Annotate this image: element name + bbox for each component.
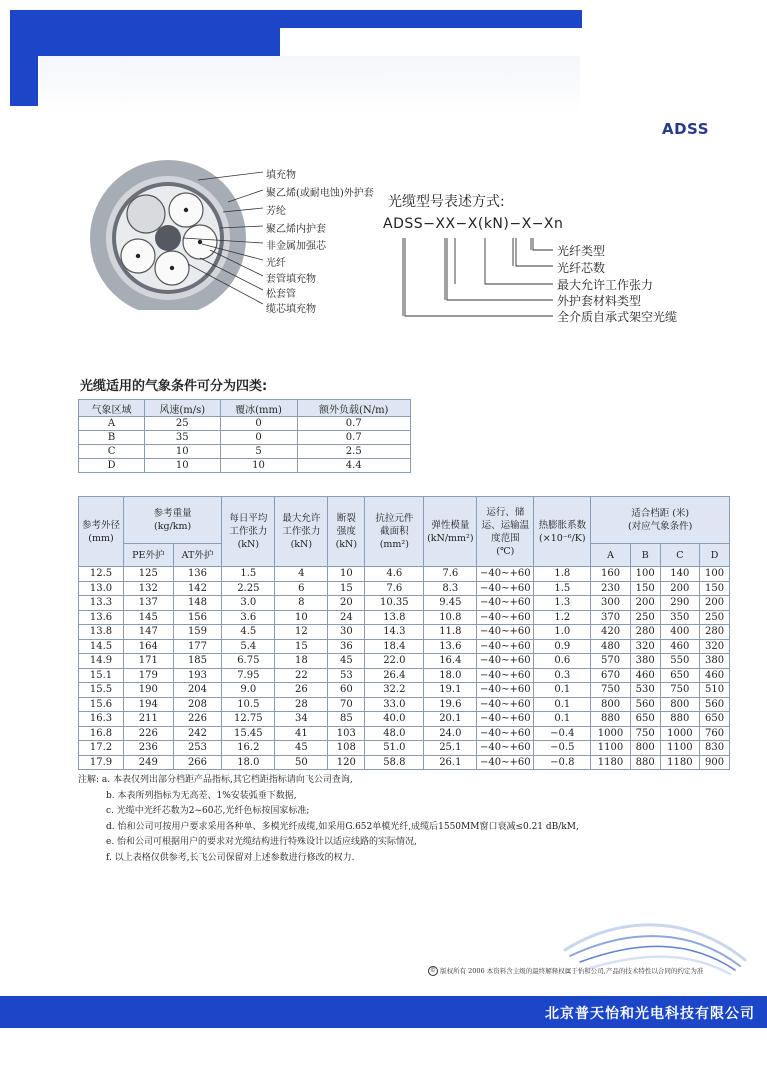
- weather-cell: 10: [145, 459, 220, 473]
- spec-cell: 460: [700, 668, 730, 683]
- spec-cell: −40∼+60: [477, 654, 534, 669]
- spec-cell: 10: [275, 610, 328, 625]
- spec-cell: 179: [124, 668, 174, 683]
- spec-cell: 530: [630, 683, 660, 698]
- spec-cell: 22.0: [365, 654, 424, 669]
- spec-cell: 18.4: [365, 639, 424, 654]
- spec-cell: 0.9: [534, 639, 591, 654]
- spec-cell: 380: [700, 654, 730, 669]
- weather-cell: 2.5: [297, 445, 411, 459]
- product-code: ADSS: [662, 120, 709, 138]
- cable-label-filler: 填充物: [266, 170, 296, 181]
- spec-cell: 900: [700, 755, 730, 770]
- header-bar-left: [10, 56, 38, 106]
- spec-row: [79, 610, 730, 625]
- spec-cell: 13.8: [365, 610, 424, 625]
- spec-cell: 26.4: [365, 668, 424, 683]
- spec-cell: 2.25: [222, 581, 275, 596]
- spec-cell: 830: [700, 741, 730, 756]
- spec-cell: 45: [328, 654, 365, 669]
- weather-cell: 35: [145, 431, 220, 445]
- spec-cell: 160: [591, 567, 630, 582]
- model-code: ADSS−XX−X(kN)−X−Xn: [383, 216, 564, 232]
- spec-cell: 9.0: [222, 683, 275, 698]
- spec-cell: 24.0: [424, 726, 477, 741]
- weather-header-row: [79, 400, 411, 417]
- spec-cell: 242: [173, 726, 222, 741]
- spec-cell: 650: [700, 712, 730, 727]
- weather-cell: 0: [220, 431, 297, 445]
- spec-cell: 103: [328, 726, 365, 741]
- spec-cell: −40∼+60: [477, 683, 534, 698]
- spec-cell: 650: [630, 712, 660, 727]
- spec-row: [79, 726, 730, 741]
- spec-cell: 560: [700, 697, 730, 712]
- weather-cell: 0: [220, 417, 297, 431]
- spec-row: [79, 668, 730, 683]
- spec-cell: 750: [630, 726, 660, 741]
- spec-cell: 204: [173, 683, 222, 698]
- spec-cell: 320: [630, 639, 660, 654]
- spec-cell: 148: [173, 596, 222, 611]
- header-tensile-area: 抗拉元件 截面积 (mm²): [365, 497, 424, 567]
- weather-row: [79, 459, 411, 473]
- weather-row: [79, 445, 411, 459]
- spec-cell: −40∼+60: [477, 712, 534, 727]
- spec-cell: 145: [124, 610, 174, 625]
- spec-cell: −40∼+60: [477, 639, 534, 654]
- weather-cell: C: [79, 445, 145, 459]
- weather-header: 风速(m/s): [145, 400, 220, 417]
- spec-cell: 17.9: [79, 755, 124, 770]
- spec-cell: 45: [275, 741, 328, 756]
- spec-cell: 7.95: [222, 668, 275, 683]
- spec-cell: 760: [700, 726, 730, 741]
- spec-cell: 800: [591, 697, 630, 712]
- spec-cell: 670: [591, 668, 630, 683]
- spec-cell: 10.35: [365, 596, 424, 611]
- spec-cell: 147: [124, 625, 174, 640]
- spec-cell: 4.5: [222, 625, 275, 640]
- spec-cell: 33.0: [365, 697, 424, 712]
- spec-cell: 250: [630, 610, 660, 625]
- model-part-max-tension: 最大允许工作张力: [557, 278, 654, 292]
- spec-cell: 100: [700, 567, 730, 582]
- header-span-c: C: [660, 544, 699, 567]
- spec-cell: 460: [630, 668, 660, 683]
- spec-cell: 70: [328, 697, 365, 712]
- spec-cell: 750: [591, 683, 630, 698]
- spec-cell: 200: [700, 596, 730, 611]
- spec-row: [79, 581, 730, 596]
- spec-row: [79, 712, 730, 727]
- cable-label-loose-tube: 松套管: [266, 289, 296, 300]
- spec-cell: 13.6: [424, 639, 477, 654]
- spec-cell: −40∼+60: [477, 726, 534, 741]
- spec-cell: 1.8: [534, 567, 591, 582]
- header-weight: 参考重量 (kg/km): [124, 497, 222, 544]
- spec-cell: 1000: [591, 726, 630, 741]
- spec-cell: −40∼+60: [477, 741, 534, 756]
- spec-cell: 800: [630, 741, 660, 756]
- spec-cell: 1.2: [534, 610, 591, 625]
- spec-cell: 249: [124, 755, 174, 770]
- spec-cell: 5.4: [222, 639, 275, 654]
- model-part-cable-type: 全介质自承式架空光缆: [557, 310, 678, 324]
- spec-cell: 19.1: [424, 683, 477, 698]
- header-max-tension: 最大允许 工作张力 (kN): [275, 497, 328, 567]
- spec-cell: 15.5: [79, 683, 124, 698]
- spec-cell: 300: [591, 596, 630, 611]
- spec-cell: 136: [173, 567, 222, 582]
- weather-cell: 10: [220, 459, 297, 473]
- spec-cell: 3.6: [222, 610, 275, 625]
- spec-cell: 19.6: [424, 697, 477, 712]
- spec-cell: 236: [124, 741, 174, 756]
- spec-cell: 226: [173, 712, 222, 727]
- spec-cell: 9.45: [424, 596, 477, 611]
- spec-cell: 15.45: [222, 726, 275, 741]
- spec-row: [79, 596, 730, 611]
- note-a: 注解: a. 本表仅列出部分档距产品指标,其它档距指标请向飞公司查询,: [78, 775, 353, 785]
- spec-cell: 41: [275, 726, 328, 741]
- spec-cell: 1100: [660, 741, 699, 756]
- spec-cell: 28: [275, 697, 328, 712]
- spec-cell: 420: [591, 625, 630, 640]
- spec-cell: 18: [275, 654, 328, 669]
- spec-cell: 125: [124, 567, 174, 582]
- spec-cell: 0.1: [534, 697, 591, 712]
- header-span: 适合档距 (米) (对应气象条件): [591, 497, 730, 544]
- cable-label-core-filler: 缆芯填充物: [266, 304, 316, 315]
- spec-cell: 26.1: [424, 755, 477, 770]
- spec-cell: 58.8: [365, 755, 424, 770]
- copyright-text: 版权所有 2006 本资料含主级的最终解释权属于怡和公司,产品的技术特性以合同的约定为准: [440, 967, 704, 975]
- header-outer-diameter: 参考外径 (mm): [79, 497, 124, 567]
- spec-cell: 11.8: [424, 625, 477, 640]
- spec-cell: 18.0: [222, 755, 275, 770]
- spec-cell: 0.1: [534, 712, 591, 727]
- spec-cell: 560: [630, 697, 660, 712]
- spec-cell: 1180: [660, 755, 699, 770]
- spec-cell: 14.3: [365, 625, 424, 640]
- spec-cell: 350: [660, 610, 699, 625]
- spec-cell: 208: [173, 697, 222, 712]
- spec-cell: 18.0: [424, 668, 477, 683]
- model-part-sheath-type: 外护套材料类型: [557, 294, 642, 308]
- strength-member: [155, 225, 181, 251]
- spec-row: [79, 755, 730, 770]
- spec-cell: 1.0: [534, 625, 591, 640]
- spec-row: [79, 741, 730, 756]
- weather-header: 额外负载(N/m): [297, 400, 411, 417]
- spec-cell: 280: [700, 625, 730, 640]
- company-name: 北京普天怡和光电科技有限公司: [545, 1006, 755, 1022]
- spec-cell: 14.9: [79, 654, 124, 669]
- spec-cell: 14.5: [79, 639, 124, 654]
- spec-cell: −40∼+60: [477, 668, 534, 683]
- copyright-icon: ©: [430, 967, 436, 974]
- header-modulus: 弹性模量 (kN/mm²): [424, 497, 477, 567]
- spec-cell: 40.0: [365, 712, 424, 727]
- header-span-d: D: [700, 544, 730, 567]
- model-description-title: 光缆型号表述方式:: [388, 194, 505, 210]
- cable-label-fiber: 光纤: [266, 258, 286, 269]
- spec-cell: 550: [660, 654, 699, 669]
- spec-cell: 15.1: [79, 668, 124, 683]
- spec-cell: 650: [660, 668, 699, 683]
- weather-cell: 5: [220, 445, 297, 459]
- spec-cell: 34: [275, 712, 328, 727]
- spec-cell: 10.8: [424, 610, 477, 625]
- weather-header: 气象区域: [79, 400, 145, 417]
- spec-cell: −40∼+60: [477, 596, 534, 611]
- spec-cell: 15: [328, 581, 365, 596]
- spec-cell: −40∼+60: [477, 610, 534, 625]
- spec-cell: 159: [173, 625, 222, 640]
- spec-cell: −0.5: [534, 741, 591, 756]
- spec-row: [79, 654, 730, 669]
- weather-cell: 10: [145, 445, 220, 459]
- spec-cell: 380: [630, 654, 660, 669]
- spec-cell: 200: [630, 596, 660, 611]
- spec-cell: 7.6: [424, 567, 477, 582]
- spec-cell: 880: [660, 712, 699, 727]
- header-at: AT外护: [173, 544, 222, 567]
- spec-cell: 85: [328, 712, 365, 727]
- spec-cell: 150: [630, 581, 660, 596]
- spec-cell: −40∼+60: [477, 625, 534, 640]
- header-pe: PE外护: [124, 544, 174, 567]
- spec-cell: 1180: [591, 755, 630, 770]
- note-d: d. 怡和公司可按用户要求采用各种单、多模光纤成缆,如采用G.652单模光纤,成缆后1550MM窗口衰减≤0.21 dB/kM,: [106, 821, 579, 832]
- spec-cell: 53: [328, 668, 365, 683]
- spec-cell: 7.6: [365, 581, 424, 596]
- weather-row: [79, 431, 411, 445]
- spec-cell: 190: [124, 683, 174, 698]
- spec-cell: 15.6: [79, 697, 124, 712]
- spec-cell: −40∼+60: [477, 567, 534, 582]
- spec-cell: 16.3: [79, 712, 124, 727]
- spec-cell: 6: [275, 581, 328, 596]
- spec-cell: 280: [630, 625, 660, 640]
- spec-cell: 17.2: [79, 741, 124, 756]
- cable-label-tube-filler: 套管填充物: [266, 274, 316, 285]
- spec-cell: −0.8: [534, 755, 591, 770]
- spec-cell: 510: [700, 683, 730, 698]
- spec-cell: 3.0: [222, 596, 275, 611]
- spec-cell: 25.1: [424, 741, 477, 756]
- spec-cell: 1.5: [222, 567, 275, 582]
- weather-cell: 0.7: [297, 431, 411, 445]
- spec-cell: 171: [124, 654, 174, 669]
- cable-label-aramid: 芳纶: [266, 206, 286, 217]
- weather-section-title: 光缆适用的气象条件可分为四类:: [80, 379, 268, 394]
- weather-cell: D: [79, 459, 145, 473]
- spec-cell: 6.75: [222, 654, 275, 669]
- spec-cell: 226: [124, 726, 174, 741]
- spec-cell: 36: [328, 639, 365, 654]
- spec-row: [79, 567, 730, 582]
- note-f: f. 以上表格仅供参考,长飞公司保留对上述参数进行修改的权力.: [106, 852, 355, 863]
- spec-cell: −40∼+60: [477, 755, 534, 770]
- header-span-a: A: [591, 544, 630, 567]
- spec-cell: 0.3: [534, 668, 591, 683]
- spec-cell: 13.8: [79, 625, 124, 640]
- spec-row: [79, 625, 730, 640]
- model-code-brackets: [395, 236, 565, 320]
- spec-cell: 230: [591, 581, 630, 596]
- spec-cell: 22: [275, 668, 328, 683]
- spec-cell: 16.8: [79, 726, 124, 741]
- cable-label-outer-sheath: 聚乙烯(或耐电蚀)外护套: [266, 188, 374, 199]
- spec-cell: 120: [328, 755, 365, 770]
- weather-header: 覆冰(mm): [220, 400, 297, 417]
- spec-cell: −40∼+60: [477, 581, 534, 596]
- spec-cell: 1.3: [534, 596, 591, 611]
- spec-cell: 10.5: [222, 697, 275, 712]
- spec-cell: 48.0: [365, 726, 424, 741]
- spec-cell: 12.75: [222, 712, 275, 727]
- spec-row: [79, 697, 730, 712]
- spec-cell: 142: [173, 581, 222, 596]
- note-b: b. 本表所列指标为无高差、1%安装弧垂下数据,: [106, 790, 297, 801]
- spec-cell: 880: [630, 755, 660, 770]
- cable-label-strength-member: 非金属加强芯: [266, 241, 326, 252]
- spec-cell: 150: [700, 581, 730, 596]
- spec-cell: 15: [275, 639, 328, 654]
- spec-cell: 211: [124, 712, 174, 727]
- spec-cell: 1100: [591, 741, 630, 756]
- spec-cell: 370: [591, 610, 630, 625]
- spec-cell: 12: [275, 625, 328, 640]
- spec-cell: 20: [328, 596, 365, 611]
- spec-cell: 132: [124, 581, 174, 596]
- spec-cell: 800: [660, 697, 699, 712]
- spec-cell: 26: [275, 683, 328, 698]
- spec-cell: 50: [275, 755, 328, 770]
- spec-cell: 13.6: [79, 610, 124, 625]
- weather-cell: A: [79, 417, 145, 431]
- spec-cell: 20.1: [424, 712, 477, 727]
- spec-cell: 100: [630, 567, 660, 582]
- spec-cell: 0.1: [534, 683, 591, 698]
- spec-row: [79, 639, 730, 654]
- weather-cell: 25: [145, 417, 220, 431]
- spec-cell: 51.0: [365, 741, 424, 756]
- spec-cell: 0.6: [534, 654, 591, 669]
- header-temp-range: 运行、储 运、运输温 度范围 (℃): [477, 497, 534, 567]
- spec-cell: 200: [660, 581, 699, 596]
- spec-cell: 250: [700, 610, 730, 625]
- header-bar-top: [10, 10, 582, 28]
- model-part-fiber-type: 光纤类型: [557, 244, 606, 258]
- spec-cell: 4.6: [365, 567, 424, 582]
- spec-table: [78, 496, 730, 770]
- spec-cell: 137: [124, 596, 174, 611]
- note-c: c. 光缆中光纤芯数为2~60芯,光纤色标按国家标准;: [106, 806, 310, 816]
- cable-label-inner-sheath: 聚乙烯内护套: [266, 224, 326, 235]
- spec-cell: −0.4: [534, 726, 591, 741]
- header-haze: [40, 56, 580, 116]
- weather-cell: B: [79, 431, 145, 445]
- spec-cell: 32.2: [365, 683, 424, 698]
- spec-cell: 570: [591, 654, 630, 669]
- spec-cell: −40∼+60: [477, 697, 534, 712]
- header-span-b: B: [630, 544, 660, 567]
- spec-cell: 880: [591, 712, 630, 727]
- weather-cell: 4.4: [297, 459, 411, 473]
- copyright: [428, 966, 703, 976]
- spec-row: [79, 683, 730, 698]
- notes: [78, 773, 579, 866]
- spec-cell: 13.0: [79, 581, 124, 596]
- spec-cell: 750: [660, 683, 699, 698]
- spec-cell: 4: [275, 567, 328, 582]
- spec-cell: 253: [173, 741, 222, 756]
- header-bar-middle: [10, 28, 280, 56]
- spec-cell: 1000: [660, 726, 699, 741]
- header-break-strength: 断裂 强度 (kN): [328, 497, 365, 567]
- spec-cell: 1.5: [534, 581, 591, 596]
- spec-cell: 177: [173, 639, 222, 654]
- spec-cell: 156: [173, 610, 222, 625]
- spec-cell: 16.2: [222, 741, 275, 756]
- model-part-fiber-count: 光纤芯数: [557, 261, 606, 275]
- spec-cell: 193: [173, 668, 222, 683]
- weather-row: [79, 417, 411, 431]
- spec-header-row: [79, 497, 730, 544]
- spec-cell: 480: [591, 639, 630, 654]
- spec-cell: 194: [124, 697, 174, 712]
- spec-cell: 8.3: [424, 581, 477, 596]
- spec-cell: 13.3: [79, 596, 124, 611]
- spec-cell: 30: [328, 625, 365, 640]
- spec-cell: 185: [173, 654, 222, 669]
- spec-cell: 108: [328, 741, 365, 756]
- spec-cell: 60: [328, 683, 365, 698]
- spec-cell: 12.5: [79, 567, 124, 582]
- weather-cell: 0.7: [297, 417, 411, 431]
- spec-cell: 400: [660, 625, 699, 640]
- weather-table: [78, 399, 411, 473]
- spec-cell: 24: [328, 610, 365, 625]
- spec-cell: 10: [328, 567, 365, 582]
- header-avg-tension: 每日平均 工作张力 (kN): [222, 497, 275, 567]
- spec-cell: 320: [700, 639, 730, 654]
- spec-cell: 460: [660, 639, 699, 654]
- note-e: e. 怡和公司可根据用户的要求对光缆结构进行特殊设计以适应线路的实际情况,: [106, 837, 417, 847]
- spec-cell: 290: [660, 596, 699, 611]
- spec-cell: 140: [660, 567, 699, 582]
- spec-cell: 16.4: [424, 654, 477, 669]
- spec-cell: 164: [124, 639, 174, 654]
- header-expansion: 热膨胀系数 (×10⁻⁶/K): [534, 497, 591, 567]
- spec-cell: 266: [173, 755, 222, 770]
- spec-cell: 8: [275, 596, 328, 611]
